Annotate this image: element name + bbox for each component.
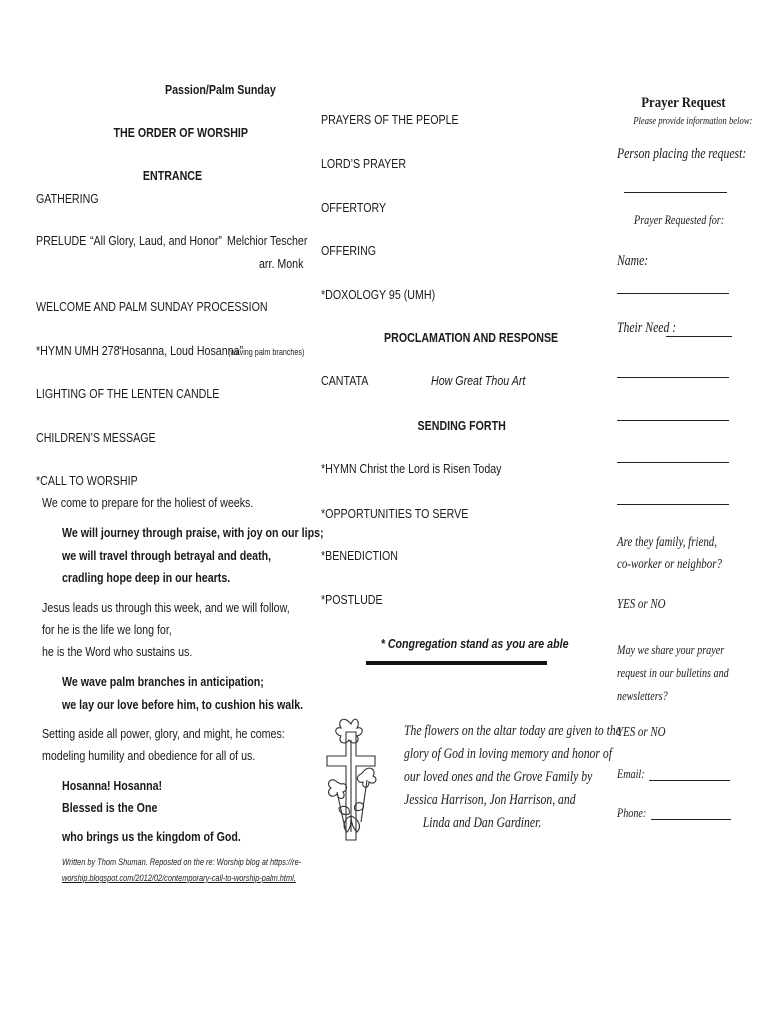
benediction-item: *BENEDICTION bbox=[321, 548, 399, 563]
postlude-item: *POSTLUDE bbox=[321, 592, 383, 607]
need-field-line[interactable] bbox=[617, 462, 729, 463]
call-line-response: We will journey through praise, with joy on our lips; bbox=[62, 525, 324, 540]
credit-line: Written by Thom Shuman. Reposted on the re: Worship blog at https://re- bbox=[62, 857, 302, 867]
email-field[interactable] bbox=[649, 780, 730, 781]
opportunities-item: *OPPORTUNITIES TO SERVE bbox=[321, 506, 469, 521]
proclamation-heading: PROCLAMATION AND RESPONSE bbox=[384, 330, 559, 345]
hymn-1-label: *HYMN UMH 278 bbox=[36, 343, 120, 358]
relation-line: co-worker or neighbor? bbox=[617, 557, 722, 572]
phone-field[interactable] bbox=[651, 819, 731, 820]
share-line: May we share your prayer bbox=[617, 642, 725, 657]
share-question bbox=[617, 638, 729, 707]
doxology-item: *DOXOLOGY 95 (UMH) bbox=[321, 287, 436, 302]
prelude-composer: Melchior Tescher bbox=[227, 233, 308, 248]
hymn-1-title: “Hosanna, Loud Hosanna” bbox=[118, 343, 244, 358]
name-label: Name: bbox=[617, 253, 649, 269]
lords-prayer-item: LORD’S PRAYER bbox=[321, 156, 407, 171]
person-placing-field[interactable] bbox=[624, 192, 727, 193]
cantata-title: How Great Thou Art bbox=[431, 373, 526, 388]
need-field-line[interactable] bbox=[617, 504, 729, 505]
hymn-1-note: (waving palm branches) bbox=[228, 347, 305, 357]
need-field-line[interactable] bbox=[617, 420, 729, 421]
call-line-response: Hosanna! Hosanna! bbox=[62, 778, 163, 793]
flowers-line: glory of God in loving memory and honor of bbox=[404, 746, 612, 762]
call-line-leader: for he is the life we long for, bbox=[42, 622, 172, 637]
prelude-label: PRELUDE bbox=[36, 233, 87, 248]
phone-label: Phone: bbox=[617, 805, 647, 820]
yes-no-relation[interactable]: YES or NO bbox=[617, 597, 666, 612]
flowers-line: The flowers on the altar today are given to the bbox=[404, 723, 621, 739]
flowers-dedication bbox=[382, 720, 621, 835]
email-label: Email: bbox=[617, 766, 645, 781]
call-line-response: we lay our love before him, to cushion his walk. bbox=[62, 697, 304, 712]
name-field[interactable] bbox=[617, 293, 729, 294]
welcome-item: WELCOME AND PALM SUNDAY PROCESSION bbox=[36, 299, 268, 314]
call-line-response: We wave palm branches in anticipation; bbox=[62, 674, 264, 689]
call-to-worship-item: *CALL TO WORSHIP bbox=[36, 473, 138, 488]
call-line-response: who brings us the kingdom of God. bbox=[62, 829, 241, 844]
entrance-heading: ENTRANCE bbox=[142, 168, 203, 183]
need-label: Their Need : bbox=[617, 320, 677, 336]
prelude-title: “All Glory, Laud, and Honor” bbox=[90, 233, 222, 248]
share-line: request in our bulletins and bbox=[617, 665, 729, 680]
divider-rule bbox=[366, 661, 547, 665]
flowers-line: our loved ones and the Grove Family by bbox=[404, 769, 593, 785]
call-line-response: cradling hope deep in our hearts. bbox=[62, 570, 231, 585]
gathering-item: GATHERING bbox=[36, 191, 99, 206]
call-line-leader: Setting aside all power, glory, and might, he comes: bbox=[42, 726, 285, 741]
need-field[interactable] bbox=[666, 336, 732, 337]
flowers-line: Linda and Dan Gardiner. bbox=[422, 815, 542, 831]
call-line-response: Blessed is the One bbox=[62, 800, 158, 815]
congregation-note: * Congregation stand as you are able bbox=[380, 636, 569, 651]
offering-item: OFFERING bbox=[321, 243, 377, 258]
call-line-leader: he is the Word who sustains us. bbox=[42, 644, 193, 659]
offertory-item: OFFERTORY bbox=[321, 200, 387, 215]
prelude-arranger: arr. Monk bbox=[259, 256, 304, 271]
lighting-item: LIGHTING OF THE LENTEN CANDLE bbox=[36, 386, 220, 401]
prayers-of-the-people-item: PRAYERS OF THE PEOPLE bbox=[321, 112, 459, 127]
call-line-leader: modeling humility and obedience for all of us. bbox=[42, 748, 256, 763]
relation-line: Are they family, friend, bbox=[617, 535, 717, 550]
flowers-line: Jessica Harrison, Jon Harrison, and bbox=[404, 792, 576, 808]
cantata-label: CANTATA bbox=[321, 373, 369, 388]
call-line-response: we will travel through betrayal and death, bbox=[62, 548, 272, 563]
call-line-leader: Jesus leads us through this week, and we will follow, bbox=[42, 600, 290, 615]
prayer-requested-for-label: Prayer Requested for: bbox=[634, 212, 725, 227]
order-of-worship-heading: THE ORDER OF WORSHIP bbox=[113, 125, 248, 140]
hymn-2-item: *HYMN Christ the Lord is Risen Today bbox=[321, 461, 502, 476]
person-placing-label: Person placing the request: bbox=[617, 146, 747, 162]
share-line: newsletters? bbox=[617, 688, 668, 703]
prayer-request-subtitle: Please provide information below: bbox=[633, 115, 753, 127]
prayer-request-title: Prayer Request bbox=[641, 95, 726, 111]
credit-link[interactable]: worship.blogspot.com/2012/02/contemporary-call-to-worship-palm.html. bbox=[62, 873, 296, 883]
childrens-message-item: CHILDREN’S MESSAGE bbox=[36, 430, 156, 445]
call-line-leader: We come to prepare for the holiest of weeks. bbox=[42, 495, 254, 510]
relation-question bbox=[617, 532, 722, 576]
yes-no-share[interactable]: YES or NO bbox=[617, 725, 666, 740]
need-field-line[interactable] bbox=[617, 377, 729, 378]
lily-cross-illustration bbox=[323, 712, 381, 844]
sending-forth-heading: SENDING FORTH bbox=[417, 418, 506, 433]
